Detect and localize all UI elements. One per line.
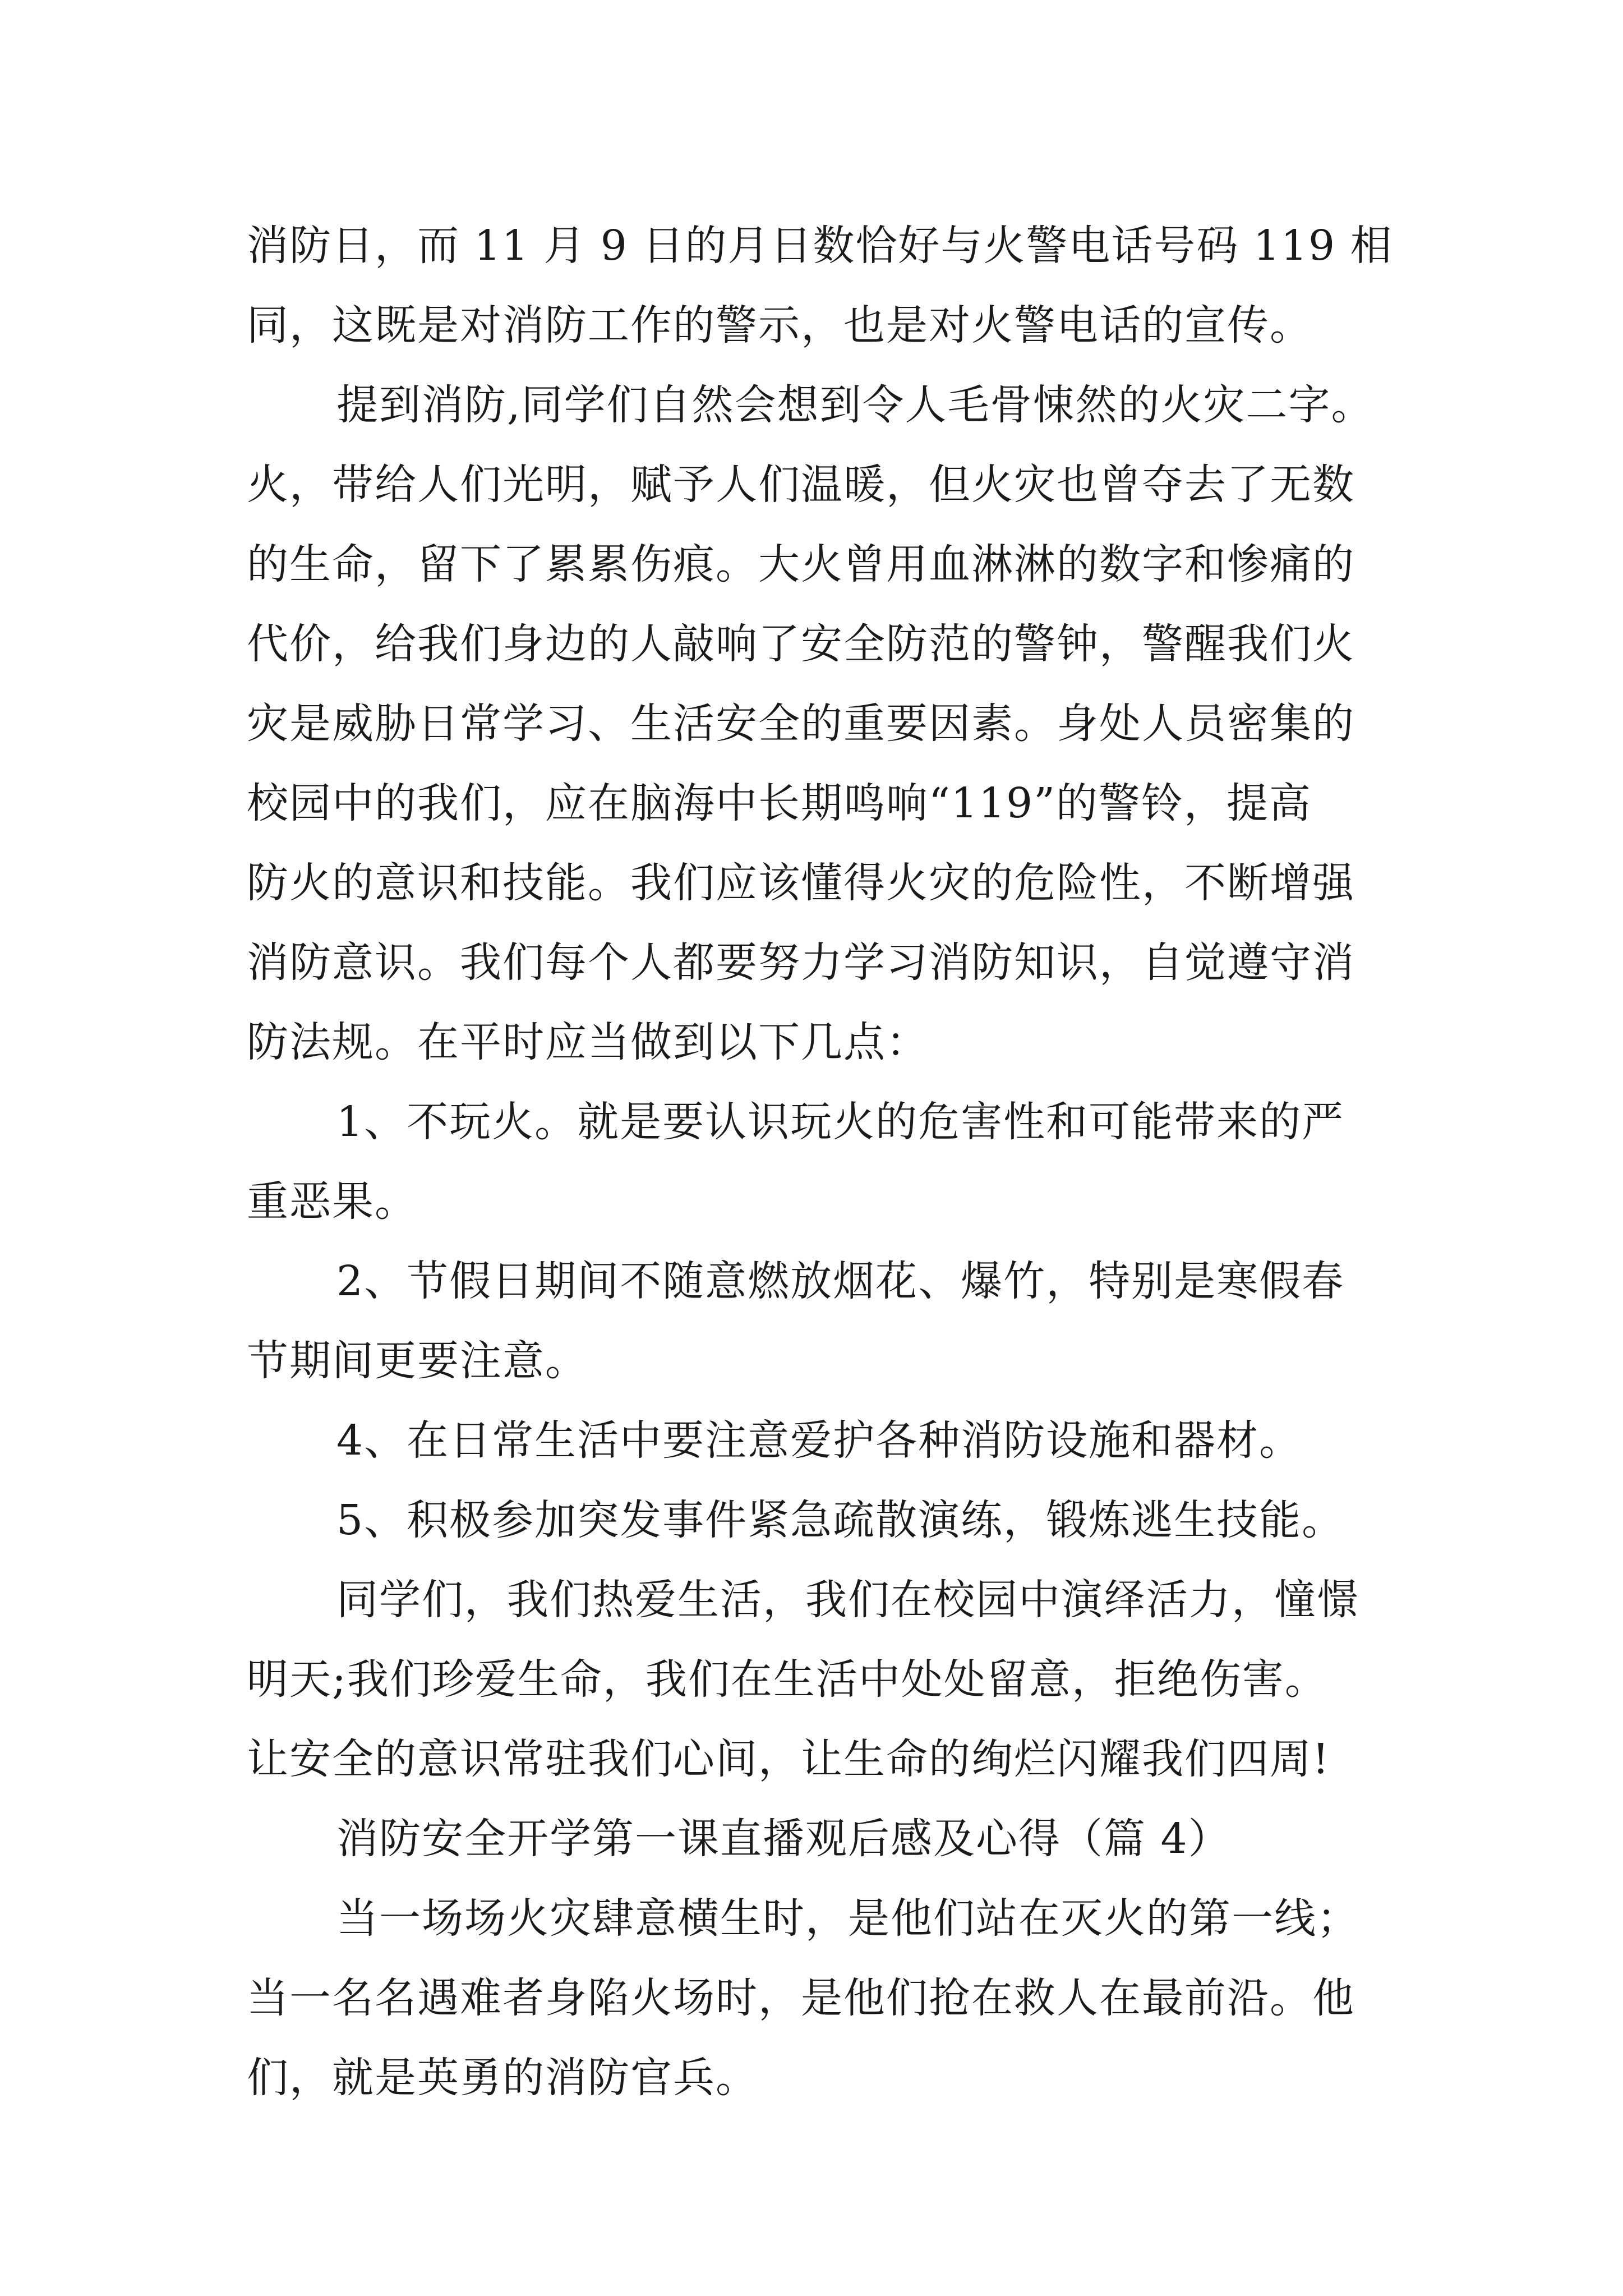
text-line: 明天;我们珍爱生命，我们在生活中处处留意，拒绝伤害。 bbox=[247, 1655, 1327, 1704]
text-line: 节期间更要注意。 bbox=[247, 1337, 588, 1385]
paragraph-start-line: 同学们，我们热爱生活，我们在校园中演绎活力，憧憬 bbox=[336, 1576, 1359, 1624]
text-line: 让安全的意识常驻我们心间，让生命的绚烂闪耀我们四周! bbox=[247, 1735, 1330, 1783]
list-item-1: 1、不玩火。就是要认识玩火的危害性和可能带来的严 bbox=[336, 1098, 1345, 1146]
paragraph-start-line: 当一场场火灾肆意横生时，是他们站在灭火的第一线； bbox=[336, 1894, 1359, 1943]
paragraph-start-line: 提到消防,同学们自然会想到令人毛骨悚然的火灾二字。 bbox=[336, 381, 1374, 429]
list-item-2: 2、节假日期间不随意燃放烟花、爆竹，特别是寒假春 bbox=[336, 1257, 1345, 1305]
list-item-4: 4、在日常生活中要注意爱护各种消防设施和器材。 bbox=[336, 1416, 1302, 1465]
text-line: 防法规。在平时应当做到以下几点： bbox=[247, 1018, 929, 1066]
section-heading: 消防安全开学第一课直播观后感及心得（篇 4） bbox=[336, 1815, 1231, 1863]
text-line: 代价，给我们身边的人敲响了安全防范的警钟，警醒我们火 bbox=[247, 620, 1355, 668]
text-line: 们，就是英勇的消防官兵。 bbox=[247, 2054, 758, 2102]
text-line: 当一名名遇难者身陷火场时，是他们抢在救人在最前沿。他 bbox=[247, 1974, 1355, 2022]
text-line: 的生命，留下了累累伤痕。大火曾用血淋淋的数字和惨痛的 bbox=[247, 540, 1355, 588]
text-line: 同，这既是对消防工作的警示，也是对火警电话的宣传。 bbox=[247, 301, 1312, 349]
list-item-5: 5、积极参加突发事件紧急疏散演练，锻炼逃生技能。 bbox=[336, 1496, 1345, 1544]
text-line: 灾是威胁日常学习、生活安全的重要因素。身处人员密集的 bbox=[247, 700, 1355, 748]
text-line: 重恶果。 bbox=[247, 1177, 417, 1226]
text-line: 消防意识。我们每个人都要努力学习消防知识，自觉遵守消 bbox=[247, 938, 1355, 987]
text-line: 火，带给人们光明，赋予人们温暖，但火灾也曾夺去了无数 bbox=[247, 461, 1355, 509]
text-line: 消防日，而 11 月 9 日的月日数恰好与火警电话号码 119 相 bbox=[247, 222, 1393, 270]
text-line: 防火的意识和技能。我们应该懂得火灾的危险性，不断增强 bbox=[247, 859, 1355, 907]
text-line: 校园中的我们，应在脑海中长期鸣响“119”的警铃，提高 bbox=[247, 779, 1312, 827]
